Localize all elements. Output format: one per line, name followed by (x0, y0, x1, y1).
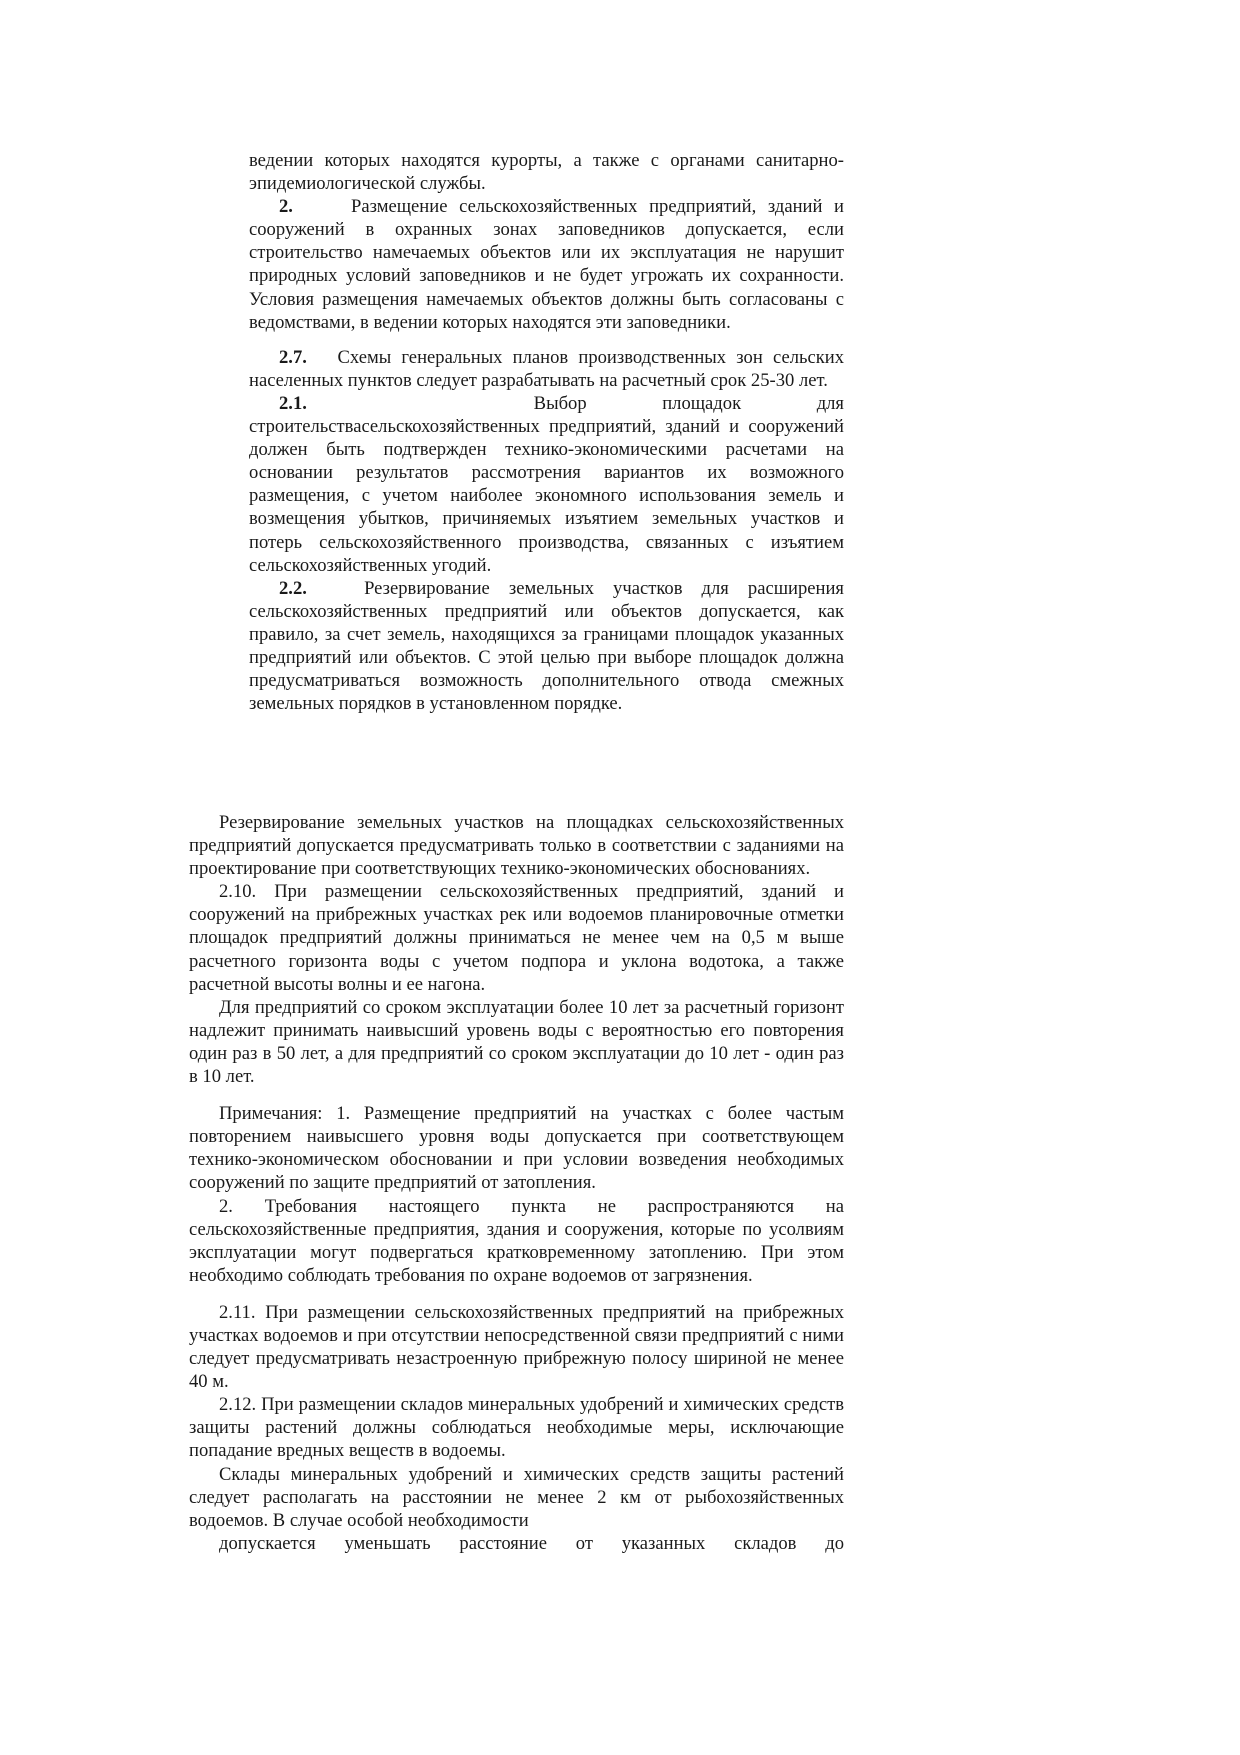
paragraph-2-12: 2.12. При размещении складов минеральных удобрений и химических средств защиты растений должны соблюдаться необходимые меры, исключающие попадание вредных веществ в водоемы. (189, 1394, 844, 1462)
paragraph-text: строительствасельскохозяйственных предприятий, зданий и сооружений должен быть подтвержден технико-экономическими расчетами на основании результатов рассмотрения вариантов их возможного размещения, с учетом наиболее экономного использования земель и возмещения убытков, причиняемых изъятием земельных участков и потерь сельскохозяйственного производства, связанных с изъятием сельскохозяйственных угодий. (249, 416, 844, 576)
paragraph-last-line: допускается уменьшать расстояние от указанных складов до (219, 1532, 844, 1554)
paragraph-text: Резервирование земельных участков для расширения сельскохозяйственных предприятий или объектов допускается, как правило, за счет земель, находящихся за границами площадок указанных предприятий или объектов. С этой целью при выборе площадок должна предусматриваться возможность дополнительного отвода смежных земельных порядков в установленном порядке. (249, 577, 844, 715)
paragraph-number: 2.1. (279, 392, 307, 414)
paragraph-note-2: 2. Требования настоящего пункта не распространяются на сельскохозяйственные предприятия, здания и сооружения, которые по усолвиям эксплуатации могут подвергаться кратковременному затоплению. При этом необходимо соблюдать требования по охране водоемов от загрязнения. (189, 1195, 844, 1286)
paragraph-first-line (249, 392, 844, 415)
paragraph-reserve: Резервирование земельных участков на площадках сельскохозяйственных предприятий допускается предусматривать только в соответствии с заданиями на проектирование при соответствующих технико-экономических обоснованиях. (189, 812, 844, 880)
paragraph-2-7 (249, 346, 844, 392)
paragraph-text: Размещение сельскохозяйственных предприятий, зданий и сооружений в охранных зонах заповедников допускается, если строительство намечаемых объектов или их эксплуатация не нарушит природных условий заповедников и не будет угрожать их сохранности. Условия размещения намечаемых объектов должны быть согласованы с ведомствами, в ведении которых находятся эти заповедники. (249, 196, 844, 333)
outer-text-column (189, 811, 844, 1555)
paragraph-note-1: Примечания: 1. Размещение предприятий на участках с более частым повторением наивысшего уровня воды допускается при соответствующем технико-экономическом обосновании и при условии возведения необходимых сооружений по защите предприятий от затопления. (189, 1103, 844, 1194)
paragraph-first-line-text: Выбор площадок для (533, 392, 844, 414)
paragraph-number: 2. (279, 196, 293, 218)
inner-text-column (249, 149, 844, 715)
paragraph-2-10: 2.10. При размещении сельскохозяйственных предприятий, зданий и сооружений на прибрежных участках рек или водоемов планировочные отметки площадок предприятий должны приниматься не менее чем на 0,5 м выше расчетного горизонта воды с учетом подпора и уклона водотока, а также расчетной высоты волны и ее нагона. (189, 881, 844, 995)
paragraph-number: 2.7. (279, 346, 307, 368)
paragraph-2-2 (249, 577, 844, 716)
paragraph-2-1 (249, 392, 844, 577)
paragraph-storage (189, 1463, 844, 1555)
paragraph-2 (249, 195, 844, 334)
paragraph-text: Склады минеральных удобрений и химических средств защиты растений следует располагать на расстоянии не менее 2 км от рыбохозяйственных водоемов. В случае особой необходимости (189, 1463, 844, 1531)
paragraph-text: Схемы генеральных планов производственных зон сельских населенных пунктов следует разрабатывать на расчетный срок 25-30 лет. (249, 346, 844, 391)
paragraph-continuation: ведении которых находятся курорты, а также с органами санитарно-эпидемиологической службы. (249, 150, 844, 195)
paragraph-ten-years: Для предприятий со сроком эксплуатации более 10 лет за расчетный горизонт надлежит принимать наивысший уровень воды с вероятностью его повторения один раз в 50 лет, а для предприятий со сроком эксплуатации до 10 лет - один раз в 10 лет. (189, 996, 844, 1088)
paragraph-number: 2.2. (279, 577, 307, 599)
paragraph-2-11: 2.11. При размещении сельскохозяйственных предприятий на прибрежных участках водоемов и при отсутствии непосредственной связи предприятий с ними следует предусматривать незастроенную прибрежную полосу шириной не менее 40 м. (189, 1301, 844, 1393)
